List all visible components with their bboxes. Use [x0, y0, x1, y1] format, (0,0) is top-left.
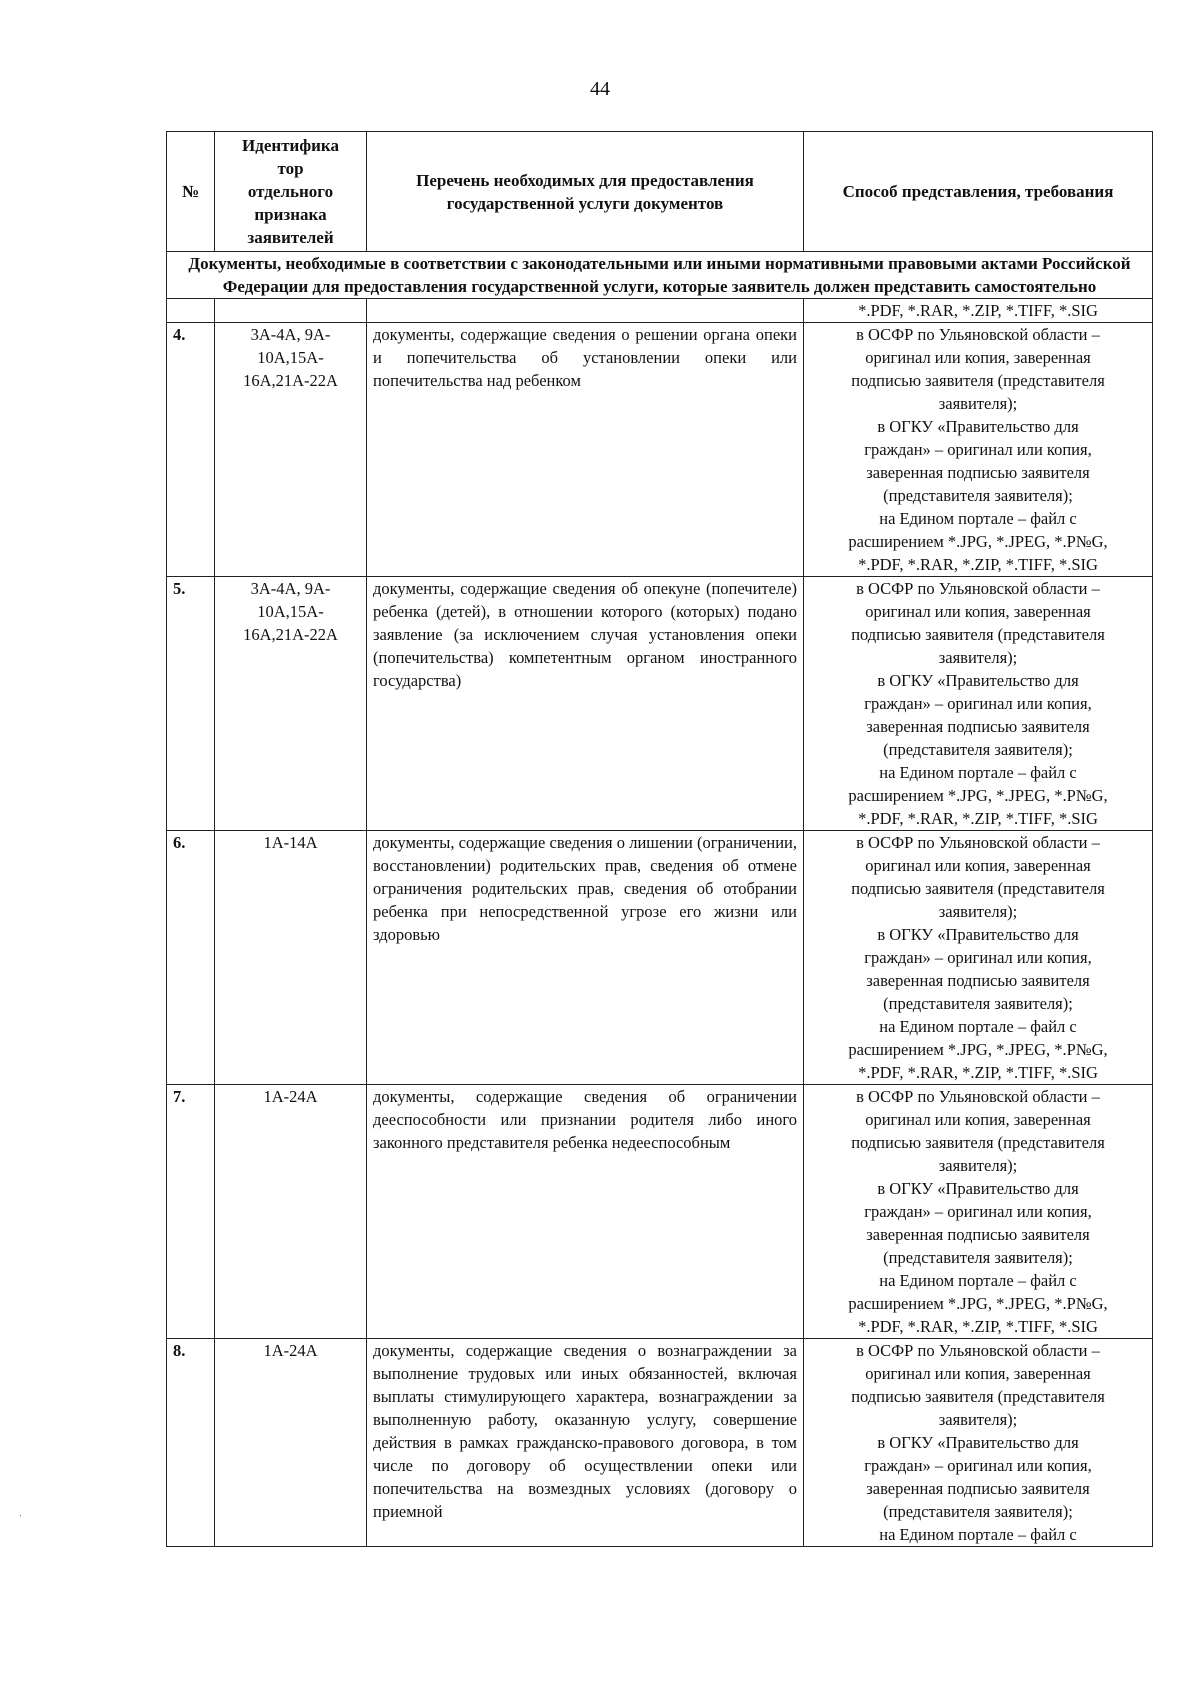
row-method-line: *.PDF, *.RAR, *.ZIP, *.TIFF, *.SIG: [858, 555, 1098, 574]
row-method-line: в ОСФР по Ульяновской области –: [856, 1087, 1100, 1106]
row-method-line: на Едином портале – файл с: [879, 1525, 1077, 1544]
row-identifier: [215, 831, 367, 1085]
row-method: [804, 323, 1153, 577]
row-identifier-line: 1А-24А: [263, 1341, 318, 1360]
row-method-line: граждан» – оригинал или копия,: [864, 694, 1092, 713]
header-documents-line: Перечень необходимых для предоставления: [416, 170, 754, 190]
header-identifier: [215, 132, 367, 252]
table-row: [167, 323, 1153, 577]
row-documents: документы, содержащие сведения об ограничении дееспособности или признании родителя либо иного законного представителя ребенка недееспособным: [367, 1085, 804, 1339]
row-identifier-line: 10А,15А-: [257, 602, 324, 621]
header-identifier-line: Идентифика: [242, 136, 339, 155]
row-method-line: в ОСФР по Ульяновской области –: [856, 325, 1100, 344]
row-identifier-line: 10А,15А-: [257, 348, 324, 367]
table-row: [167, 577, 1153, 831]
row-method-line: (представителя заявителя);: [883, 1502, 1073, 1521]
row-method-line: заверенная подписью заявителя: [866, 1225, 1090, 1244]
continuation-row: [167, 299, 1153, 323]
row-identifier-line: 3А-4А, 9А-: [250, 579, 331, 598]
row-method-line: заявителя);: [938, 394, 1018, 413]
row-method-line: подписью заявителя (представителя: [851, 371, 1105, 390]
table-row: [167, 1339, 1153, 1547]
row-method-line: в ОГКУ «Правительство для: [877, 1179, 1079, 1198]
row-method-line: в ОГКУ «Правительство для: [877, 1433, 1079, 1452]
row-method-line: *.PDF, *.RAR, *.ZIP, *.TIFF, *.SIG: [858, 809, 1098, 828]
row-method-line: в ОСФР по Ульяновской области –: [856, 579, 1100, 598]
row-identifier-line: 1А-14А: [263, 833, 318, 852]
header-identifier-line: признака: [254, 205, 327, 224]
row-identifier-line: 16А,21А-22А: [243, 371, 338, 390]
row-method-line: *.PDF, *.RAR, *.ZIP, *.TIFF, *.SIG: [858, 1063, 1098, 1082]
table-header-row: [167, 132, 1153, 252]
header-documents-line: государственной услуги документов: [446, 193, 724, 213]
row-method-line: граждан» – оригинал или копия,: [864, 1202, 1092, 1221]
row-method-line: в ОГКУ «Правительство для: [877, 671, 1079, 690]
row-method-line: граждан» – оригинал или копия,: [864, 440, 1092, 459]
row-method-line: на Едином портале – файл с: [879, 763, 1077, 782]
header-identifier-line: тор: [277, 159, 304, 178]
row-method-line: заверенная подписью заявителя: [866, 1479, 1090, 1498]
continuation-method: *.PDF, *.RAR, *.ZIP, *.TIFF, *.SIG: [804, 299, 1153, 323]
row-method-line: (представителя заявителя);: [883, 740, 1073, 759]
row-method-line: подписью заявителя (представителя: [851, 1387, 1105, 1406]
header-documents: [367, 132, 804, 252]
row-method-line: в ОСФР по Ульяновской области –: [856, 1341, 1100, 1360]
row-method-line: оригинал или копия, заверенная: [865, 1364, 1091, 1383]
row-method-line: заявителя);: [938, 1410, 1018, 1429]
row-method-line: подписью заявителя (представителя: [851, 1133, 1105, 1152]
table-row: [167, 831, 1153, 1085]
row-method-line: расширением *.JPG, *.JPEG, *.P№G,: [848, 1294, 1108, 1313]
row-method: [804, 1085, 1153, 1339]
header-num: №: [167, 132, 215, 252]
row-method-line: заявителя);: [938, 648, 1018, 667]
continuation-num: [167, 299, 215, 323]
row-documents: документы, содержащие сведения о решении органа опеки и попечительства об установлении опеки или попечительства над ребенком: [367, 323, 804, 577]
row-method-line: на Едином портале – файл с: [879, 1271, 1077, 1290]
row-method-line: (представителя заявителя);: [883, 994, 1073, 1013]
row-identifier: [215, 577, 367, 831]
header-method: Способ представления, требования: [804, 132, 1153, 252]
row-method-line: заявителя);: [938, 1156, 1018, 1175]
section-title-row: [167, 252, 1153, 299]
row-method-line: в ОГКУ «Правительство для: [877, 925, 1079, 944]
row-number: 7.: [167, 1085, 215, 1339]
page-number: 44: [590, 78, 610, 100]
row-identifier-line: 1А-24А: [263, 1087, 318, 1106]
row-method: [804, 1339, 1153, 1547]
header-identifier-line: отдельного: [247, 182, 334, 201]
row-method-line: оригинал или копия, заверенная: [865, 348, 1091, 367]
header-identifier-line: заявителей: [247, 228, 334, 247]
row-identifier: [215, 1085, 367, 1339]
row-method-line: в ОСФР по Ульяновской области –: [856, 833, 1100, 852]
continuation-documents: [367, 299, 804, 323]
row-method-line: на Едином портале – файл с: [879, 509, 1077, 528]
row-method-line: заверенная подписью заявителя: [866, 971, 1090, 990]
row-number: 8.: [167, 1339, 215, 1547]
row-identifier: [215, 1339, 367, 1547]
row-method-line: граждан» – оригинал или копия,: [864, 948, 1092, 967]
row-method-line: заверенная подписью заявителя: [866, 463, 1090, 482]
row-method-line: оригинал или копия, заверенная: [865, 1110, 1091, 1129]
row-documents: документы, содержащие сведения о вознаграждении за выполнение трудовых или иных обязанностей, включая выплаты стимулирующего характера, вознаграждении за выполненную работу, оказанную услугу, совершение действия в рамках гражданско-правового договора, в том числе по договору об осуществлении опеки или попечительства на возмездных условиях (договору о приемной: [367, 1339, 804, 1547]
row-method: [804, 831, 1153, 1085]
row-documents: документы, содержащие сведения о лишении (ограничении, восстановлении) родительских прав, сведения об отмене ограничения родительских прав, сведения об отобрании ребенка при непосредственной угрозе его жизни или здоровью: [367, 831, 804, 1085]
row-number: 6.: [167, 831, 215, 1085]
scan-mark: [20, 1515, 21, 1516]
row-method-line: в ОГКУ «Правительство для: [877, 417, 1079, 436]
row-method-line: *.PDF, *.RAR, *.ZIP, *.TIFF, *.SIG: [858, 1317, 1098, 1336]
row-method-line: расширением *.JPG, *.JPEG, *.P№G,: [848, 532, 1108, 551]
row-documents: документы, содержащие сведения об опекуне (попечителе) ребенка (детей), в отношении которого (которых) подано заявление (за исключением случая установления опеки (попечительства) компетентным органом иностранного государства): [367, 577, 804, 831]
section-title: Документы, необходимые в соответствии с законодательными или иными нормативными правовыми актами Российской Федерации для предоставления государственной услуги, которые заявитель должен представить самостоятельно: [167, 252, 1153, 299]
row-method-line: (представителя заявителя);: [883, 486, 1073, 505]
row-method: [804, 577, 1153, 831]
row-method-line: граждан» – оригинал или копия,: [864, 1456, 1092, 1475]
row-method-line: расширением *.JPG, *.JPEG, *.P№G,: [848, 1040, 1108, 1059]
row-method-line: заверенная подписью заявителя: [866, 717, 1090, 736]
row-identifier-line: 16А,21А-22А: [243, 625, 338, 644]
row-method-line: подписью заявителя (представителя: [851, 879, 1105, 898]
row-method-line: подписью заявителя (представителя: [851, 625, 1105, 644]
row-identifier: [215, 323, 367, 577]
row-method-line: заявителя);: [938, 902, 1018, 921]
row-method-line: расширением *.JPG, *.JPEG, *.P№G,: [848, 786, 1108, 805]
row-method-line: оригинал или копия, заверенная: [865, 602, 1091, 621]
table-row: [167, 1085, 1153, 1339]
continuation-identifier: [215, 299, 367, 323]
row-number: 4.: [167, 323, 215, 577]
row-number: 5.: [167, 577, 215, 831]
row-method-line: оригинал или копия, заверенная: [865, 856, 1091, 875]
documents-table: [166, 131, 1153, 1547]
row-identifier-line: 3А-4А, 9А-: [250, 325, 331, 344]
row-method-line: на Едином портале – файл с: [879, 1017, 1077, 1036]
row-method-line: (представителя заявителя);: [883, 1248, 1073, 1267]
